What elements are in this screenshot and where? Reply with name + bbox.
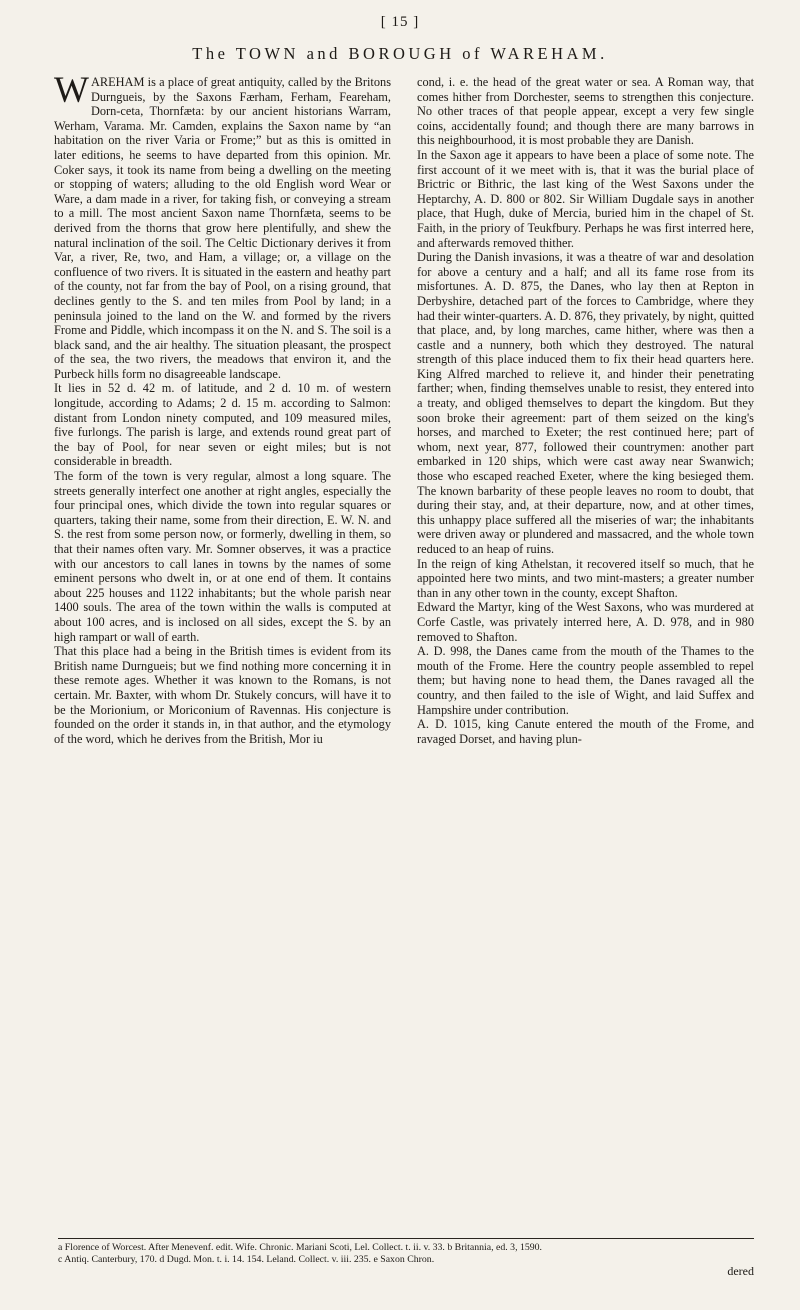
paragraph: It lies in 52 d. 42 m. of latitude, and 2 d. 10 m. of western longitude, according to Adams; 2 d. 15 m. according to Salmon: distant from London ninety computed, and 109 measured miles, five furlongs. The parish is large, and extends round great part of the bay of Pool, for near seven or eight miles; but is not considerable in breadth. <box>54 381 391 469</box>
paragraph: A. D. 998, the Danes came from the mouth of the Thames to the mouth of the Frome. Here the country people assembled to repel them; but having none to head them, the Danes ravaged all the country, and then failed to the isle of Wight, and laid Suffex and Hampshire under contribution. <box>417 644 754 717</box>
paragraph: AREHAM is a place of great antiquity, called by the Britons Durngueis, by the Saxons Færham, Ferham, Feareham, Dorn-ceta, Thornfæta: by our ancient historians Warram, Werham, Varama. Mr. Camden, explains the Saxon name by “an habitation on the river Varia or Frome;” but as this is omitted in later editions, he seems to have departed from this opinion. Mr. Coker says, it took its name from being a dwelling on the meeting or stopping of waters; alluding to the old English word Wear or Ware, a dam made in a river, for taking fish, or conveying a stream to a mill. The most ancient Saxon name Thornfæta, seems to be derived from the thorns that grow here plentifully, and shew the natural inclination of the soil. The Celtic Dictionary derives it from Var, a river, Re, two, and Ham, a village; or, a village on the confluence of two rivers. It is situated in the eastern and heathy part of the county, not far from the bay of Pool, on a rising ground, that declines gently to the S. and ten miles from Pool by land; in a peninsula joined to the land on the W. and formed by the rivers Frome and Piddle, which incompass it on the N. and S. The soil is a black sand, and the air healthy. The situation pleasant, the prospect of the sea, the two rivers, the meadows that environ it, and the Purbeck hills form no disagreeable landscape. <box>54 75 391 381</box>
right-column <box>417 75 754 746</box>
paragraph: The form of the town is very regular, almost a long square. The streets generally interfect one another at right angles, especially the four principal ones, which divide the town into regular squares or quarters, taking their name, some from their direction, E. W. N. and S. the rest from some person now, or formerly, dwelling in them, so that their names often vary. Mr. Somner observes, it was a practice with our ancestors to call lanes in towns by the names of some eminent persons who dwelt in, or at one end of them. It contains about 225 houses and 1122 inhabitants; but the whole parish near 1400 souls. The area of the town within the walls is computed at about 100 acres, and is inclosed on all sides, except the S. by an high rampart or wall of earth. <box>54 469 391 644</box>
page-title: The TOWN and BOROUGH of WAREHAM. <box>192 44 608 63</box>
paragraph: cond, i. e. the head of the great water or sea. A Roman way, that comes hither from Dorchester, seems to strengthen this conjecture. No other traces of that people appear, except a very few single coins, accidentally found; and though there are many barrows in this neighbourhood, it is most probable they are Danish. <box>417 75 754 148</box>
footnotes <box>58 1238 754 1266</box>
paragraph: That this place had a being in the British times is evident from its British name Durngueis; but we find nothing more concerning it in these remote ages. Whether it was known to the Romans, is not certain. Mr. Baxter, with whom Dr. Stukely concurs, will have it to be the Morionium, or Moriconium of Ravennas. His conjecture is founded on the order it stands in, in that author, and the etymology of the word, which he derives from the British, Mor iu <box>54 644 391 746</box>
opening-paragraph <box>54 70 391 381</box>
paragraph: In the reign of king Athelstan, it recovered itself so much, that he appointed here two mints, and two mint-masters; a greater number than in any other town in the county, except Shafton. <box>417 556 754 600</box>
drop-cap: W <box>54 70 89 111</box>
page-number: [ 15 ] <box>380 14 420 30</box>
left-column <box>54 70 391 746</box>
footnote-line: a Florence of Worcest. After Menevenf. edit. Wife. Chronic. Mariani Scoti, Lel. Collect. t. ii. v. 33. b Britannia, ed. 3, 1590. <box>58 1242 543 1253</box>
paragraph: Edward the Martyr, king of the West Saxons, who was murdered at Corfe Castle, was privately interred here, A. D. 978, and in 980 removed to Shafton. <box>417 600 754 644</box>
paragraph: During the Danish invasions, it was a theatre of war and desolation for above a century and a half; and all its fame rose from its misfortunes. A. D. 875, the Danes, who lay then at Repton in Derbyshire, detached part of the forces to Cambridge, where they had their winter-quarters. A. D. 876, they privately, by night, quitted that place, and, by long marches, came hither, where was then a castle and a nunnery, both which they destroyed. The natural strength of this place induced them to fix their head quarters here. King Alfred marched to relieve it, and hinder their penetrating farther; when, finding themselves unable to resist, they entered into a treaty, and obliged themselves to depart the kingdom. But they soon broke their agreement: part of them seized on the king's horses, and marched to Exeter; the rest continued here; part of whom, next year, 877, followed their countrymen: another part embarked in 120 ships, which were cast away near Swanwich; those who escaped reached Exeter, where the king besieged them. The known barbarity of these people leaves no room to doubt, that during their stay, and, at their departure, now, and at other times, this unhappy place suffered all the miseries of war; the inhabitants were driven away or plundered and massacred, and the whole town reduced to an heap of ruins. <box>417 250 754 556</box>
footnote-line: c Antiq. Canterbury, 170. d Dugd. Mon. t. i. 14. 154. Leland. Collect. v. iii. 235. e Saxon Chron. <box>58 1254 435 1265</box>
text-columns <box>54 70 754 746</box>
paragraph: A. D. 1015, king Canute entered the mouth of the Frome, and ravaged Dorset, and having plun- <box>417 717 754 746</box>
catchword: dered <box>727 1264 754 1278</box>
paragraph: In the Saxon age it appears to have been a place of some note. The first account of it we meet with is, that it was the burial place of Brictric or Bithric, the last king of the West Saxons under the Heptarchy, A. D. 800 or 802. Sir William Dugdale says in another place, that Hugh, duke of Mercia, buried him in the chapel of St. Faith, in the priory of Teukfbury. Perhaps he was first interred here, and afterwards removed thither. <box>417 147 754 250</box>
